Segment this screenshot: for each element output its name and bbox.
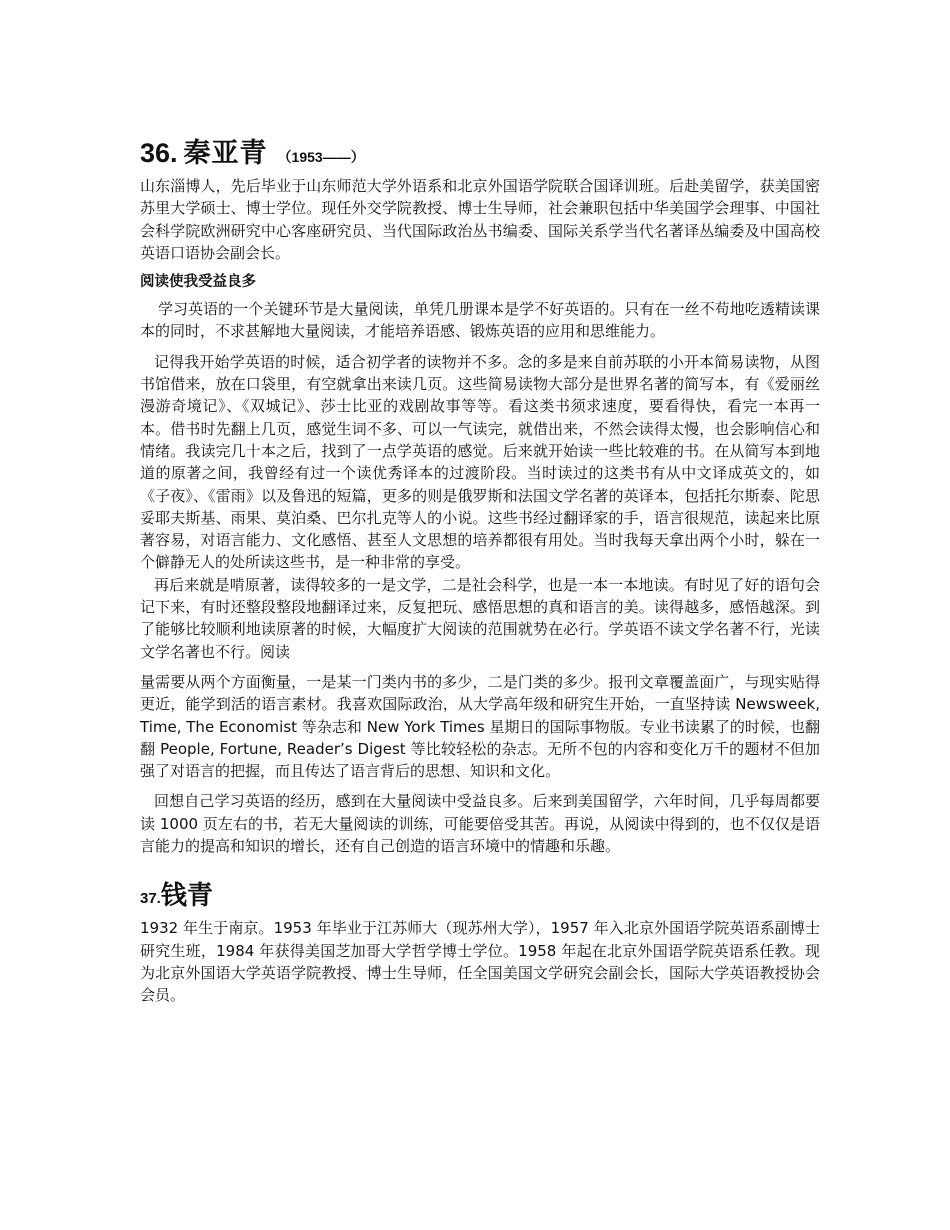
article-paragraph: 记得我开始学英语的时候，适合初学者的读物并不多。念的多是来自前苏联的小开本简易读物，从图书馆借来，放在口袋里，有空就拿出来读几页。这些简易读物大部分是世界名著的简写本，有《爱丽丝漫游奇境记》、《双城记》、莎士比亚的戏剧故事等等。看这类书须求速度，要看得快，看完一本再一本。借书时先翻上几页，感觉生词不多、可以一气读完，就借出来，不然会读得太慢，也会影响信心和情绪。我读完几十本之后，找到了一点学英语的感觉。后来就开始读一些比较难的书。在从简写本到地道的原著之间，我曾经有过一个读优秀译本的过渡阶段。当时读过的这类书有从中文译成英文的，如《子夜》、《雷雨》以及鲁迅的短篇，更多的则是俄罗斯和法国文学名著的英译本，包括托尔斯泰、陀思妥耶夫斯基、雨果、莫泊桑、巴尔扎克等人的小说。这些书经过翻译家的手，语言很规范，读起来比原著容易，对语言能力、文化感悟、甚至人文思想的培养都很有用处。当时我每天拿出两个小时，躲在一个僻静无人的处所读这些书，是一种非常的享受。	[140, 352, 820, 572]
article-paragraph: 学习英语的一个关键环节是大量阅读，单凭几册课本是学不好英语的。只有在一丝不苟地吃透精读课本的同时，不求甚解地大量阅读，才能培养语感、锻炼英语的应用和思维能力。	[140, 300, 820, 341]
entry-name: 秦亚青	[183, 137, 268, 169]
entry-bio: 1932 年生于南京。1953 年毕业于江苏师大（现苏州大学），1957 年入北京外国语学院英语系副博士研究生班，1984 年获得美国芝加哥大学哲学博士学位。1958 年起在北京外国语学院英语系任教。现为北京外国语大学英语学院教授、博士生导师，任全国美国文学研究会副会长，国际大学英语教授协会会员。	[140, 919, 820, 1005]
entry-number: 37.	[140, 890, 161, 908]
entry-heading	[140, 869, 820, 912]
entry-heading	[140, 136, 820, 170]
entry-number: 36.	[140, 137, 178, 168]
entry-years: （1953——）	[277, 149, 365, 165]
article-paragraph: 回想自己学习英语的经历，感到在大量阅读中受益良多。后来到美国留学，六年时间，几乎每周都要读 1000 页左右的书，若无大量阅读的训练，可能要倍受其苦。再说，从阅读中得到的，也不仅仅是语言能力的提高和知识的增长，还有自己创造的语言环境中的情趣和乐趣。	[140, 792, 820, 856]
article-paragraph: 量需要从两个方面衡量，一是某一门类内书的多少，二是门类的多少。报刊文章覆盖面广，与现实贴得更近，能学到活的语言素材。我喜欢国际政治，从大学高年级和研究生开始，一直坚持读 Newsweek, Time, The Economist 等杂志和 New York Times 星期日的国际事物版。专业书读累了的时候，也翻翻 People, Fortune, Reader’s Digest 等比较轻松的杂志。无所不包的内容和变化万千的题材不但加强了对语言的把握，而且传达了语言背后的思想、知识和文化。	[140, 672, 820, 781]
article-subheading: 阅读使我受益良多	[140, 274, 256, 291]
document-page	[140, 136, 820, 1007]
entry-name: 钱青	[160, 881, 213, 912]
article-paragraph: 再后来就是啃原著，读得较多的一是文学，二是社会科学，也是一本一本地读。有时见了好的语句会记下来，有时还整段整段地翻译过来，反复把玩、感悟思想的真和语言的美。读得越多，感悟越深。到了能够比较顺利地读原著的时候，大幅度扩大阅读的范围就势在必行。学英语不读文学名著不行，光读文学名著也不行。阅读	[140, 575, 820, 661]
entry-bio: 山东淄博人，先后毕业于山东师范大学外语系和北京外国语学院联合国译训班。后赴美留学，获美国密苏里大学硕士、博士学位。现任外交学院教授、博士生导师，社会兼职包括中华美国学会理事、中国社会科学院欧洲研究中心客座研究员、当代国际政治丛书编委、国际关系学当代名著译丛编委及中国高校英语口语协会副会长。	[140, 177, 820, 262]
